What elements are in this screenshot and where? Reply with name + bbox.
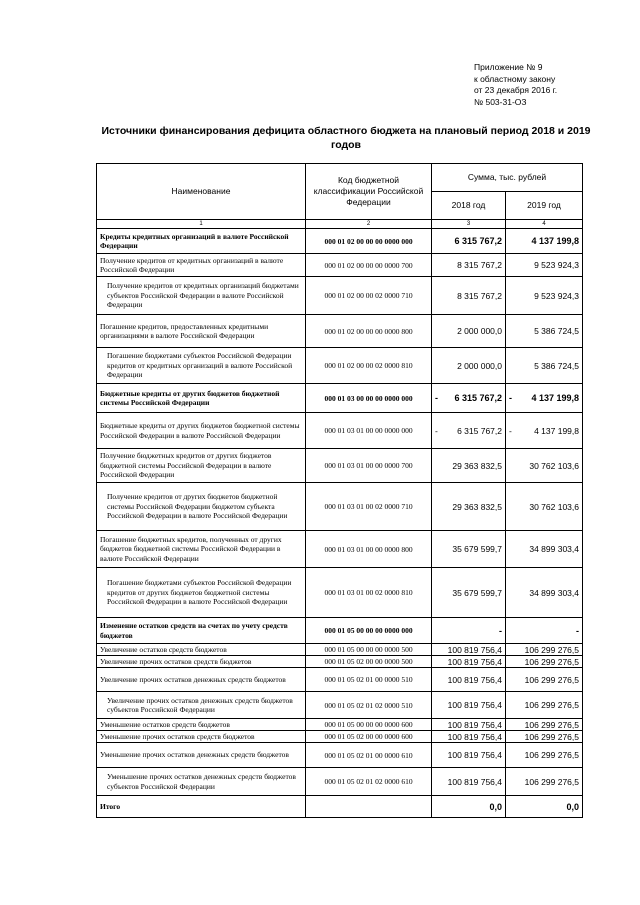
row-value-2018 bbox=[432, 768, 506, 796]
annex-line: к областному закону bbox=[474, 73, 556, 84]
row-value-2019 bbox=[506, 348, 583, 384]
row-name: Итого bbox=[97, 796, 306, 818]
table-row bbox=[97, 568, 583, 618]
row-amount-2019: 106 299 276,5 bbox=[524, 674, 579, 685]
row-value-2018 bbox=[432, 277, 506, 315]
row-amount-2019: 4 137 199,8 bbox=[531, 236, 579, 246]
row-value-2018 bbox=[432, 796, 506, 818]
row-code: 000 01 02 00 00 00 0000 000 bbox=[306, 229, 432, 254]
row-amount-2018: 0,0 bbox=[489, 801, 502, 812]
row-code: 000 01 05 00 00 00 0000 000 bbox=[306, 618, 432, 644]
table-row bbox=[97, 692, 583, 719]
table-row bbox=[97, 229, 583, 254]
table-row bbox=[97, 743, 583, 768]
table-row bbox=[97, 731, 583, 743]
row-value-2018 bbox=[432, 618, 506, 644]
table-row bbox=[97, 384, 583, 413]
header-row bbox=[97, 164, 583, 192]
row-name: Получение кредитов от кредитных организаций в валюте Российской Федерации bbox=[97, 254, 306, 277]
annex-line: от 23 декабря 2016 г. bbox=[474, 85, 558, 95]
row-amount-2019: 5 386 724,5 bbox=[534, 326, 579, 336]
row-amount-2019: - bbox=[576, 625, 579, 636]
row-name: Бюджетные кредиты от других бюджетов бюджетной системы Российской Федерации bbox=[97, 384, 306, 413]
header-sum: Сумма, тыс. рублей bbox=[432, 164, 583, 192]
row-code: 000 01 03 01 00 00 0000 700 bbox=[306, 449, 432, 483]
row-name: Погашение кредитов, предоставленных кредитными организациями в валюте Российской Федерации bbox=[97, 315, 306, 348]
row-amount-2018: 6 315 767,2 bbox=[454, 236, 502, 246]
table-row bbox=[97, 668, 583, 692]
row-name: Уменьшение прочих остатков денежных средств бюджетов bbox=[97, 743, 306, 768]
row-sign-2019: - bbox=[509, 393, 512, 403]
row-amount-2019: 34 899 303,4 bbox=[529, 544, 579, 554]
row-name: Уменьшение остатков средств бюджетов bbox=[97, 719, 306, 731]
row-name: Получение кредитов от других бюджетов бюджетной системы Российской Федерации бюджетом субъекта Российской Федерации в валюте Российской Федерации bbox=[97, 483, 306, 531]
row-amount-2019: 106 299 276,5 bbox=[524, 719, 579, 730]
row-value-2019 bbox=[506, 668, 583, 692]
row-value-2019 bbox=[506, 692, 583, 719]
column-index: 2 bbox=[306, 220, 432, 229]
table-row bbox=[97, 483, 583, 531]
table-row bbox=[97, 644, 583, 656]
row-amount-2018: 8 315 767,2 bbox=[457, 260, 502, 270]
row-value-2019 bbox=[506, 796, 583, 818]
row-code: 000 01 05 02 01 02 0000 610 bbox=[306, 768, 432, 796]
row-amount-2019: 106 299 276,5 bbox=[524, 644, 579, 655]
table-row bbox=[97, 719, 583, 731]
column-index: 1 bbox=[97, 220, 306, 229]
row-name: Бюджетные кредиты от других бюджетов бюджетной системы Российской Федерации в валюте Российской Федерации bbox=[97, 413, 306, 449]
row-amount-2018: - bbox=[499, 625, 502, 636]
row-code: 000 01 03 01 00 02 0000 710 bbox=[306, 483, 432, 531]
row-code: 000 01 02 00 00 00 0000 700 bbox=[306, 254, 432, 277]
row-value-2019 bbox=[506, 656, 583, 668]
row-amount-2018: 35 679 599,7 bbox=[452, 544, 502, 554]
table-row-total bbox=[97, 796, 583, 818]
row-value-2018 bbox=[432, 531, 506, 568]
row-amount-2018: 100 819 756,4 bbox=[447, 750, 502, 760]
row-value-2018 bbox=[432, 668, 506, 692]
row-name: Увеличение прочих остатков средств бюджетов bbox=[97, 656, 306, 668]
row-code: 000 01 02 00 00 02 0000 810 bbox=[306, 348, 432, 384]
row-amount-2019: 9 523 924,3 bbox=[534, 260, 579, 270]
row-value-2019 bbox=[506, 254, 583, 277]
column-index: 3 bbox=[432, 220, 506, 229]
row-name: Увеличение прочих остатков денежных средств бюджетов субъектов Российской Федерации bbox=[97, 692, 306, 719]
row-amount-2019: 4 137 199,8 bbox=[531, 393, 579, 403]
row-value-2019 bbox=[506, 618, 583, 644]
row-value-2019 bbox=[506, 743, 583, 768]
column-index-row bbox=[97, 220, 583, 229]
row-value-2019 bbox=[506, 315, 583, 348]
row-code: 000 01 03 00 00 00 0000 000 bbox=[306, 384, 432, 413]
table-row bbox=[97, 277, 583, 315]
page-title: Источники финансирования дефицита областного бюджета на плановый период 2018 и 2019 годов bbox=[101, 125, 591, 151]
row-value-2019 bbox=[506, 483, 583, 531]
row-value-2018 bbox=[432, 315, 506, 348]
row-value-2018 bbox=[432, 384, 506, 413]
row-amount-2018: 100 819 756,4 bbox=[447, 776, 502, 787]
row-value-2018 bbox=[432, 449, 506, 483]
row-value-2019 bbox=[506, 531, 583, 568]
row-name: Уменьшение прочих остатков денежных средств бюджетов субъектов Российской Федерации bbox=[97, 768, 306, 796]
row-amount-2018: 8 315 767,2 bbox=[457, 290, 502, 301]
row-value-2018 bbox=[432, 656, 506, 668]
row-value-2018 bbox=[432, 692, 506, 719]
row-amount-2018: 100 819 756,4 bbox=[447, 674, 502, 685]
row-code: 000 01 05 02 01 00 0000 610 bbox=[306, 743, 432, 768]
row-code: 000 01 05 02 00 00 0000 500 bbox=[306, 656, 432, 668]
row-amount-2018: 100 819 756,4 bbox=[447, 700, 502, 710]
row-amount-2018: 6 315 767,2 bbox=[457, 425, 502, 436]
header-code: Код бюджетной классификации Российской Федерации bbox=[306, 164, 432, 220]
row-amount-2019: 106 299 276,5 bbox=[524, 750, 579, 760]
header-2019: 2019 год bbox=[506, 192, 583, 220]
table-row bbox=[97, 315, 583, 348]
table-row bbox=[97, 449, 583, 483]
row-code: 000 01 03 01 00 00 0000 000 bbox=[306, 413, 432, 449]
row-name: Погашение бюджетами субъектов Российской Федерации кредитов от кредитных организаций в валюте Российской Федерации bbox=[97, 348, 306, 384]
row-value-2019 bbox=[506, 644, 583, 656]
table-row bbox=[97, 254, 583, 277]
row-amount-2019: 9 523 924,3 bbox=[534, 290, 579, 301]
table-row bbox=[97, 348, 583, 384]
table-row bbox=[97, 768, 583, 796]
row-amount-2019: 0,0 bbox=[566, 801, 579, 812]
row-amount-2018: 35 679 599,7 bbox=[452, 587, 502, 598]
row-value-2019 bbox=[506, 731, 583, 743]
column-index: 4 bbox=[506, 220, 583, 229]
row-name: Получение бюджетных кредитов от других бюджетов бюджетной системы Российской Федерации в валюте Российской Федерации bbox=[97, 449, 306, 483]
row-amount-2019: 30 762 103,6 bbox=[529, 460, 579, 471]
row-amount-2019: 106 299 276,5 bbox=[524, 700, 579, 710]
row-value-2019 bbox=[506, 384, 583, 413]
table-row bbox=[97, 618, 583, 644]
row-amount-2018: 100 819 756,4 bbox=[447, 644, 502, 655]
row-amount-2019: 106 299 276,5 bbox=[524, 656, 579, 667]
row-amount-2019: 34 899 303,4 bbox=[529, 587, 579, 598]
annex-note bbox=[474, 62, 557, 108]
row-value-2018 bbox=[432, 413, 506, 449]
row-name: Увеличение остатков средств бюджетов bbox=[97, 644, 306, 656]
row-name: Получение кредитов от кредитных организаций бюджетами субъектов Российской Федерации в валюте Российской Федерации bbox=[97, 277, 306, 315]
row-value-2019 bbox=[506, 413, 583, 449]
row-value-2019 bbox=[506, 719, 583, 731]
row-value-2018 bbox=[432, 644, 506, 656]
row-code: 000 01 03 01 00 02 0000 810 bbox=[306, 568, 432, 618]
row-code: 000 01 05 02 01 02 0000 510 bbox=[306, 692, 432, 719]
table-row bbox=[97, 413, 583, 449]
row-value-2018 bbox=[432, 568, 506, 618]
row-value-2019 bbox=[506, 229, 583, 254]
row-name: Погашение бюджетами субъектов Российской Федерации кредитов от других бюджетов бюджетной системы Российской Федерации в валюте Российской Федерации bbox=[97, 568, 306, 618]
budget-table bbox=[96, 163, 583, 818]
row-sign-2019: - bbox=[509, 425, 512, 436]
row-value-2019 bbox=[506, 277, 583, 315]
row-amount-2019: 106 299 276,5 bbox=[524, 731, 579, 742]
row-code: 000 01 02 00 00 02 0000 710 bbox=[306, 277, 432, 315]
row-value-2018 bbox=[432, 483, 506, 531]
row-code: 000 01 02 00 00 00 0000 800 bbox=[306, 315, 432, 348]
row-value-2018 bbox=[432, 719, 506, 731]
row-amount-2018: 29 363 832,5 bbox=[452, 460, 502, 471]
annex-line: Приложение № 9 bbox=[474, 62, 543, 72]
row-amount-2019: 106 299 276,5 bbox=[524, 776, 579, 787]
row-value-2018 bbox=[432, 348, 506, 384]
row-name: Увеличение прочих остатков денежных средств бюджетов bbox=[97, 668, 306, 692]
row-amount-2018: 6 315 767,2 bbox=[454, 393, 502, 403]
row-value-2018 bbox=[432, 743, 506, 768]
row-amount-2018: 100 819 756,4 bbox=[447, 731, 502, 742]
row-value-2018 bbox=[432, 254, 506, 277]
row-code: 000 01 05 00 00 00 0000 600 bbox=[306, 719, 432, 731]
row-code bbox=[306, 796, 432, 818]
row-name: Погашение бюджетных кредитов, полученных от других бюджетов бюджетной системы Российской Федерации в валюте Российской Федерации bbox=[97, 531, 306, 568]
row-code: 000 01 05 00 00 00 0000 500 bbox=[306, 644, 432, 656]
row-amount-2019: 5 386 724,5 bbox=[534, 360, 579, 371]
row-amount-2018: 29 363 832,5 bbox=[452, 501, 502, 512]
row-amount-2019: 4 137 199,8 bbox=[534, 425, 579, 436]
row-name: Уменьшение прочих остатков средств бюджетов bbox=[97, 731, 306, 743]
row-name: Изменение остатков средств на счетах по учету средств бюджетов bbox=[97, 618, 306, 644]
table-row bbox=[97, 656, 583, 668]
row-value-2019 bbox=[506, 768, 583, 796]
row-name: Кредиты кредитных организаций в валюте Российской Федерации bbox=[97, 229, 306, 254]
row-sign-2018: - bbox=[435, 393, 438, 403]
row-amount-2019: 30 762 103,6 bbox=[529, 501, 579, 512]
annex-line: № 503-31-ОЗ bbox=[474, 96, 527, 107]
header-name: Наименование bbox=[97, 164, 306, 220]
header-2018: 2018 год bbox=[432, 192, 506, 220]
row-value-2019 bbox=[506, 568, 583, 618]
row-value-2019 bbox=[506, 449, 583, 483]
row-amount-2018: 2 000 000,0 bbox=[457, 360, 502, 371]
row-value-2018 bbox=[432, 229, 506, 254]
row-value-2018 bbox=[432, 731, 506, 743]
row-code: 000 01 03 01 00 00 0000 800 bbox=[306, 531, 432, 568]
row-amount-2018: 100 819 756,4 bbox=[447, 656, 502, 667]
row-code: 000 01 05 02 00 00 0000 600 bbox=[306, 731, 432, 743]
row-sign-2018: - bbox=[435, 425, 438, 436]
row-amount-2018: 100 819 756,4 bbox=[447, 719, 502, 730]
table-row bbox=[97, 531, 583, 568]
row-amount-2018: 2 000 000,0 bbox=[457, 326, 502, 336]
row-code: 000 01 05 02 01 00 0000 510 bbox=[306, 668, 432, 692]
